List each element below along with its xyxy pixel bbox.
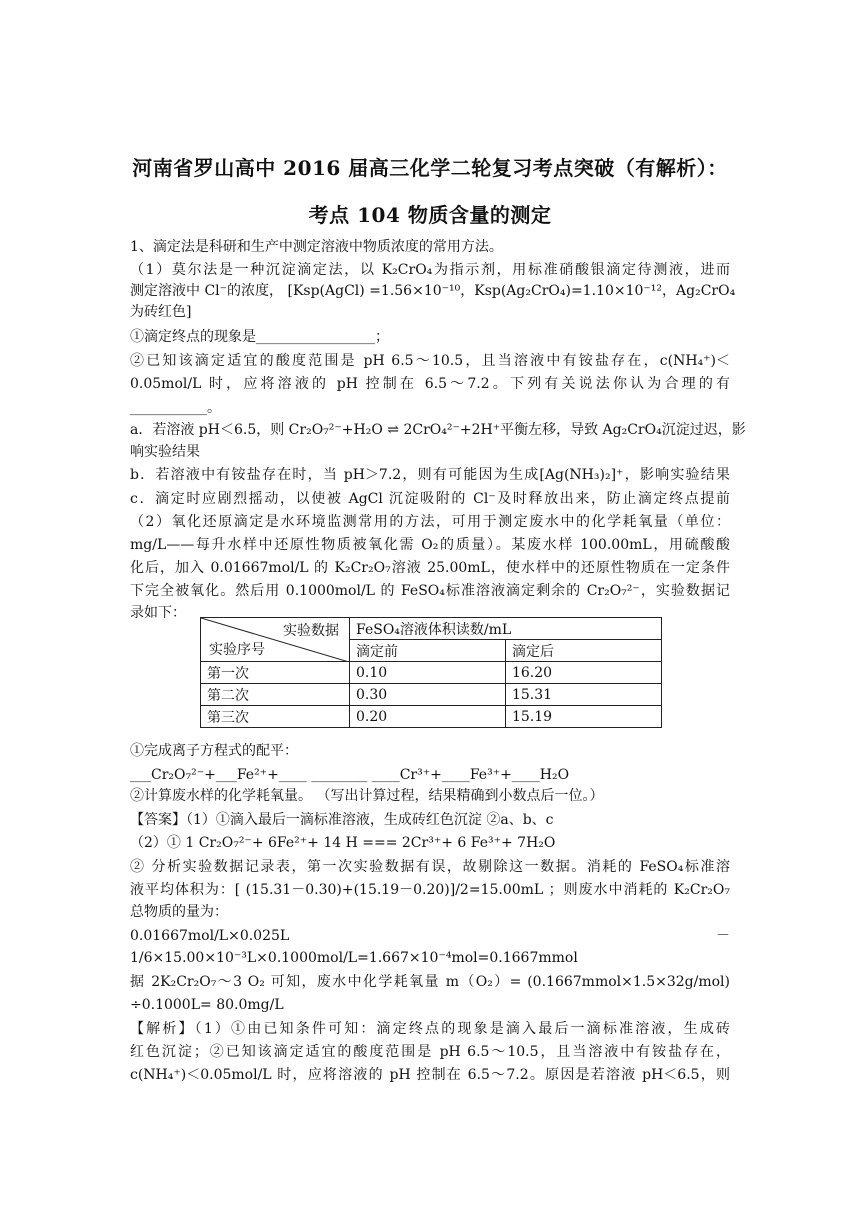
text-line: （2）① 1 Cr₂O₇²⁻+ 6Fe²⁺+ 14 H === 2Cr³⁺+ 6 Fe³⁺+ 7H₂O bbox=[130, 835, 556, 851]
text-line: 化后，加入 0.01667mol/L 的 K₂Cr₂O₇溶液 25.00mL，使水样中的还原性物质在一定条件 bbox=[130, 560, 730, 576]
text-line: （1）莫尔法是一种沉淀滴定法，以 K₂CrO₄为指示剂，用标准硝酸银滴定待测液，进而 bbox=[130, 262, 730, 278]
text-line: ①滴定终点的现象是_________________； bbox=[130, 329, 389, 345]
text-line: ②计算废水样的化学耗氧量。 （写出计算过程，结果精确到小数点后一位。） bbox=[130, 788, 604, 804]
text-line: 1、滴定法是科研和生产中测定溶液中物质浓度的常用方法。 bbox=[130, 239, 503, 255]
text-line: a．若溶液 pH＜6.5，则 Cr₂O₇²⁻+H₂O ⇌ 2CrO₄²⁻+2H⁺平衡左移，导致 Ag₂CrO₄沉淀过迟，影 bbox=[130, 422, 746, 438]
text-line: 总物质的量为： bbox=[130, 904, 228, 920]
cell-before: 0.20 bbox=[350, 706, 506, 728]
cell-before: 0.10 bbox=[350, 662, 506, 684]
text-line: 液平均体积为：[ (15.31－0.30)+(15.19－0.20)]/2=15.00mL ；则废水中消耗的 K₂Cr₂O₇ bbox=[130, 882, 730, 898]
table-row bbox=[201, 684, 662, 706]
text-line: （2）氧化还原滴定是水环境监测常用的方法，可用于测定废水中的化学耗氧量（单位： bbox=[130, 514, 730, 530]
data-table bbox=[200, 617, 662, 728]
text-line: 0.01667mol/L×0.025L － bbox=[130, 928, 730, 944]
text-line: mg/L——每升水样中还原性物质被氧化需 O₂的质量）。某废水样 100.00mL，用硫酸酸 bbox=[130, 537, 730, 553]
text-line: ___________。 bbox=[130, 400, 221, 416]
row-label: 第二次 bbox=[201, 684, 350, 706]
text-line: 响实验结果 bbox=[130, 444, 200, 460]
table-group-header: FeSO₄溶液体积读数/mL bbox=[350, 618, 662, 640]
diag-header-top: 实验数据 bbox=[283, 623, 339, 639]
text-line: c(NH₄⁺)＜0.05mol/L 时，应将溶液的 pH 控制在 6.5～7.2。原因是若溶液 pH＜6.5，则 bbox=[130, 1067, 730, 1083]
column-header-before: 滴定前 bbox=[350, 640, 506, 662]
column-header-after: 滴定后 bbox=[505, 640, 661, 662]
diag-header-bottom: 实验序号 bbox=[209, 642, 265, 658]
text-line: 0.05mol/L 时，应将溶液的 pH 控制在 6.5～7.2。下列有关说法你认为合理的有 bbox=[130, 376, 730, 392]
text-line: 录如下： bbox=[130, 605, 186, 621]
table-diagonal-header bbox=[201, 618, 350, 662]
text-line: 据 2K₂Cr₂O₇～3 O₂ 可知，废水中化学耗氧量 m（O₂）= (0.1667mmol×1.5×32g/mol) bbox=[130, 974, 730, 990]
text-line: ___Cr₂O₇²⁻+___Fe²⁺+____ ________ ____Cr³⁺+____Fe³⁺+____H₂O bbox=[130, 767, 570, 783]
text-line: ÷0.1000L= 80.0mg/L bbox=[130, 997, 284, 1013]
cell-before: 0.30 bbox=[350, 684, 506, 706]
text-line: 测定溶液中 Cl⁻的浓度， [Ksp(AgCl) =1.56×10⁻¹⁰，Ksp(Ag₂CrO₄)=1.10×10⁻¹²，Ag₂CrO₄ bbox=[130, 283, 736, 299]
cell-after: 15.19 bbox=[505, 706, 661, 728]
document-subtitle: 考点 104 物质含量的测定 bbox=[308, 203, 552, 227]
row-label: 第一次 bbox=[201, 662, 350, 684]
table-row bbox=[201, 662, 662, 684]
text-line: 【答案】（1）①滴入最后一滴标准溶液，生成砖红色沉淀 ②a、b、c bbox=[130, 812, 554, 828]
text-line: b．若溶液中有铵盐存在时，当 pH＞7.2，则有可能因为生成[Ag(NH₃)₂]⁺，影响实验结果 bbox=[130, 467, 730, 483]
text-line: ② 分析实验数据记录表，第一次实验数据有误，故剔除这一数据。消耗的 FeSO₄标准溶 bbox=[130, 859, 730, 875]
row-label: 第三次 bbox=[201, 706, 350, 728]
text-line: 1/6×15.00×10⁻³L×0.1000mol/L=1.667×10⁻⁴mol=0.1667mmol bbox=[130, 950, 578, 966]
text-line: c．滴定时应剧烈摇动，以使被 AgCl 沉淀吸附的 Cl⁻及时释放出来，防止滴定终点提前 bbox=[130, 491, 730, 507]
text-line: ①完成离子方程式的配平： bbox=[130, 743, 298, 759]
text-line: 【解析】（1）①由已知条件可知：滴定终点的现象是滴入最后一滴标准溶液，生成砖 bbox=[130, 1021, 730, 1037]
text-line: 下完全被氧化。然后用 0.1000mol/L 的 FeSO₄标准溶液滴定剩余的 Cr₂O₇²⁻，实验数据记 bbox=[130, 583, 730, 599]
table-row bbox=[201, 706, 662, 728]
text-line: ②已知该滴定适宜的酸度范围是 pH 6.5～10.5，且当溶液中有铵盐存在，c(NH₄⁺)＜ bbox=[130, 353, 730, 369]
document-title: 河南省罗山高中 2016 届高三化学二轮复习考点突破（有解析）： bbox=[132, 156, 728, 180]
cell-after: 15.31 bbox=[505, 684, 661, 706]
text-line: 为砖红色] bbox=[130, 304, 192, 320]
text-line: 红色沉淀；②已知该滴定适宜的酸度范围是 pH 6.5～10.5，且当溶液中有铵盐存在， bbox=[130, 1044, 730, 1060]
cell-after: 16.20 bbox=[505, 662, 661, 684]
